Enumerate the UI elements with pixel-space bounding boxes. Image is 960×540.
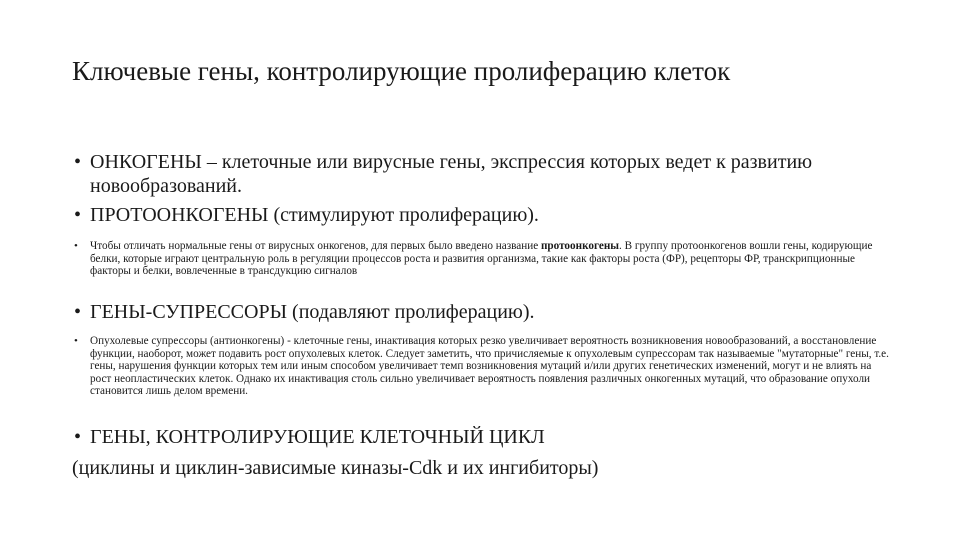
bullet-text: ГЕНЫ, КОНТРОЛИРУЮЩИЕ КЛЕТОЧНЫЙ ЦИКЛ — [90, 426, 545, 448]
bullet-text: Опухолевые супрессоры (антионкогены) - клеточные гены, инактивация которых резко увеличивает вероятность возникновения новообразований, а восстановление функции, наоборот, может подавить рост опухолевых клеток. Следует заметить, что причисляемые к опухолевым супрессорам так называемые "мутаторные" гены, т.е. гены, нарушения функции которых тем или иным способом увеличивает темп возникновения мутаций и/или других генетических изменений, могут и не влиять на рост неопластических клеток. Однако их инактивация столь сильно увеличивает вероятность появления различных онкогенных мутаций, что образование опухоли становится лишь делом времени. — [90, 335, 889, 398]
bullet-marker: • — [74, 204, 82, 226]
bullet-suppressor-genes — [74, 300, 880, 324]
bullet-marker: • — [74, 335, 78, 347]
bullet-text: ПРОТООНКОГЕНЫ (стимулируют пролиферацию). — [90, 204, 539, 226]
bullet-text: ОНКОГЕНЫ – клеточные или вирусные гены, экспрессия которых ведет к развитию новообразований. — [90, 151, 813, 197]
bullet-cell-cycle-genes — [74, 425, 880, 449]
bullet-suppressor-detail — [74, 335, 890, 398]
bullet-oncogenes — [74, 150, 880, 198]
detail-text-end: . В группу протоонкогенов вошли гены, кодирующие белки, которые играют центральную роль в регуляции процессов роста и развития организма, такие как факторы роста (ФР), рецепторы ФР, транскрипционные факторы и белки, вовлеченные в трансдукцию сигналов — [90, 240, 873, 278]
slide-title: Ключевые гены, контролирующие пролиферацию клеток — [72, 56, 731, 86]
bullet-marker: • — [74, 151, 82, 173]
detail-text-start: Чтобы отличать нормальные гены от вирусных онкогенов, для первых было введено название — [90, 240, 541, 252]
bullet-marker: • — [74, 426, 82, 448]
bullet-marker: • — [74, 301, 82, 323]
cell-cycle-subtitle: (циклины и циклин-зависимые киназы-Cdk и их ингибиторы) — [72, 457, 599, 479]
bullet-text: ГЕНЫ-СУПРЕССОРЫ (подавляют пролиферацию). — [90, 301, 535, 323]
bullet-text — [90, 240, 890, 278]
detail-term-bold: протоонкогены — [540, 240, 620, 252]
bullet-protooncogenes-detail — [74, 240, 890, 278]
bullet-marker: • — [74, 240, 78, 252]
bullet-protooncogenes — [74, 203, 880, 227]
